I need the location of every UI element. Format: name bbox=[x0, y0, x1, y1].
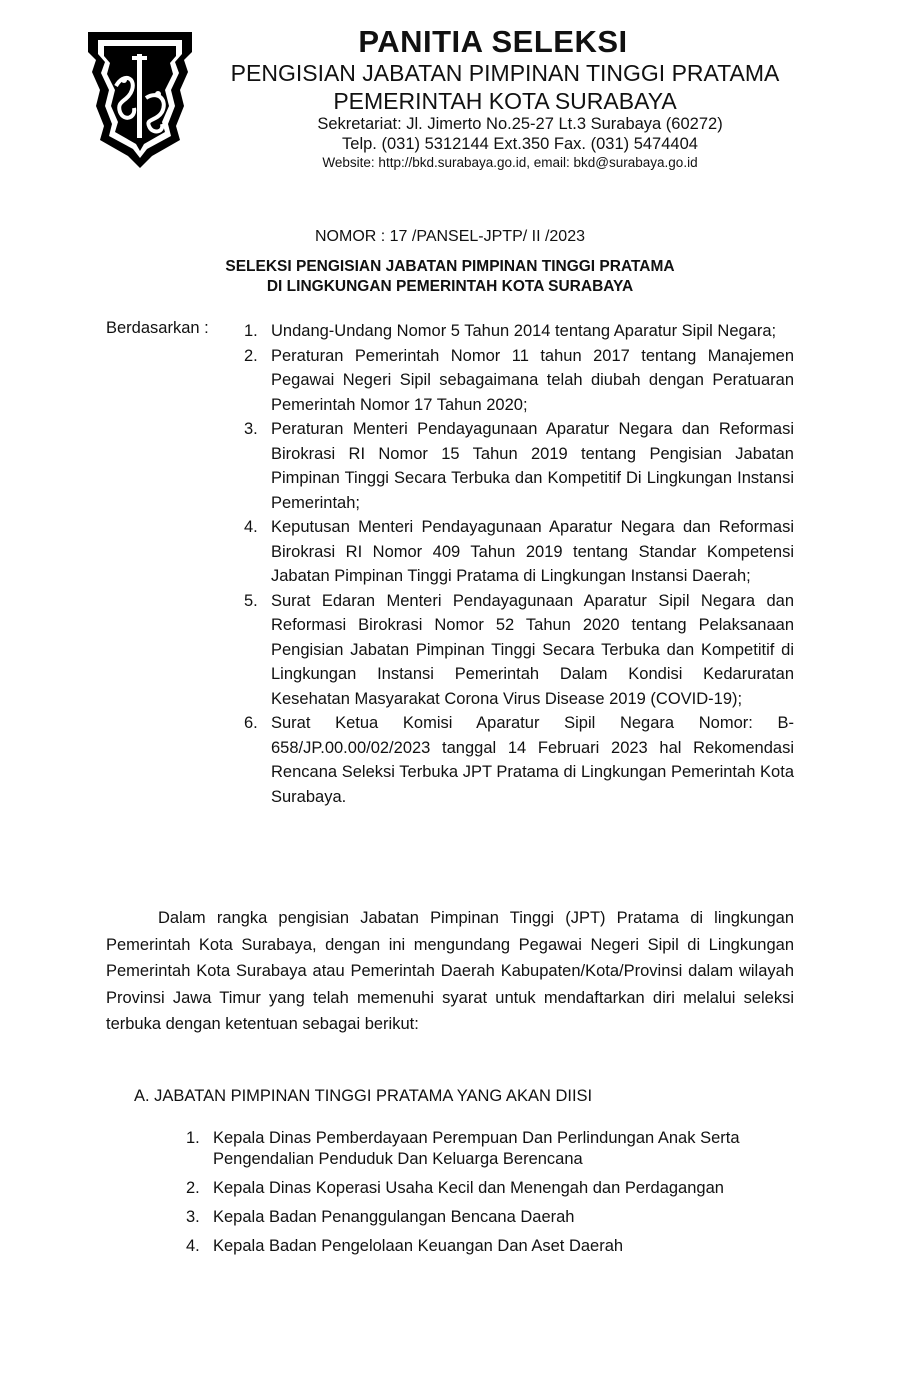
position-number: 1. bbox=[186, 1129, 200, 1147]
position-item bbox=[186, 1207, 806, 1228]
document-title-line-2: DI LINGKUNGAN PEMERINTAH KOTA SURABAYA bbox=[266, 278, 634, 295]
basis-item-text: Surat Ketua Komisi Aparatur Sipil Negara Nomor: B-658/JP.00.00/02/2023 tanggal 14 Februari 2023 hal Rekomendasi Rencana Seleksi Terbuka JPT Pratama di Lingkungan Pemerintah Kota Surabaya. bbox=[271, 714, 794, 806]
basis-item-text: Surat Edaran Menteri Pendayagunaan Aparatur Sipil Negara dan Reformasi Birokrasi Nomor 52 Tahun 2020 tentang Pelaksanaan Pengisian Jabatan Pimpinan Tinggi Secara Terbuka dan Kompetitif di Lingkungan Instansi Pemerintah Dalam Kondisi Kedaruratan Kesehatan Masyarakat Corona Virus Disease 2019 (COVID-19); bbox=[271, 591, 794, 708]
basis-item bbox=[244, 417, 794, 515]
position-number: 2. bbox=[186, 1179, 200, 1197]
position-number: 3. bbox=[186, 1208, 200, 1226]
secretariat-address: Sekretariat: Jl. Jimerto No.25-27 Lt.3 Surabaya (60272) bbox=[317, 115, 723, 133]
basis-item-number: 5. bbox=[244, 591, 258, 610]
basis-item-number: 1. bbox=[244, 322, 258, 340]
position-item bbox=[186, 1236, 806, 1257]
contact-website: Website: http://bkd.surabaya.go.id, email: bkd@surabaya.go.id bbox=[322, 155, 698, 170]
basis-item-text: Peraturan Pemerintah Nomor 11 tahun 2017 tentang Manajemen Pegawai Negeri Sipil sebagaimana telah diubah dengan Peratuaran Pemerintah Nomor 17 Tahun 2020; bbox=[271, 346, 794, 414]
basis-item-text: Peraturan Menteri Pendayagunaan Aparatur Negara dan Reformasi Birokrasi RI Nomor 15 Tahun 2019 tentang Pengisian Jabatan Pimpinan Tinggi Secara Terbuka dan Kompetitif Di Lingkungan Instansi Pemerintah; bbox=[271, 420, 794, 512]
section-a-heading: A. JABATAN PIMPINAN TINGGI PRATAMA YANG AKAN DIISI bbox=[134, 1087, 593, 1105]
basis-item-number: 3. bbox=[244, 420, 258, 438]
position-item bbox=[186, 1178, 806, 1199]
position-item bbox=[186, 1128, 806, 1170]
position-title: Kepala Badan Pengelolaan Keuangan Dan Aset Daerah bbox=[213, 1237, 624, 1255]
basis-item-text: Undang-Undang Nomor 5 Tahun 2014 tentang Aparatur Sipil Negara; bbox=[271, 322, 777, 340]
basis-item-number: 2. bbox=[244, 346, 258, 365]
position-number: 4. bbox=[186, 1237, 200, 1255]
document-number: NOMOR : 17 /PANSEL-JPTP/ II /2023 bbox=[314, 228, 585, 245]
position-title: Kepala Badan Penanggulangan Bencana Daerah bbox=[213, 1208, 575, 1226]
committee-title: PANITIA SELEKSI bbox=[358, 24, 628, 59]
basis-item-number: 6. bbox=[244, 714, 258, 732]
basis-list bbox=[244, 319, 794, 809]
basis-item bbox=[244, 711, 794, 809]
basis-item-text: Keputusan Menteri Pendayagunaan Aparatur Negara dan Reformasi Birokrasi RI Nomor 409 Tahun 2019 tentang Standar Kompetensi Jabatan Pimpinan Tinggi Pratama di Lingkungan Instansi Daerah; bbox=[271, 518, 794, 585]
basis-item bbox=[244, 589, 794, 712]
basis-item bbox=[244, 344, 794, 418]
contact-phone: Telp. (031) 5312144 Ext.350 Fax. (031) 5474404 bbox=[342, 135, 698, 153]
basis-item-number: 4. bbox=[244, 518, 258, 536]
basis-item bbox=[244, 319, 794, 344]
basis-label: Berdasarkan : bbox=[106, 319, 209, 337]
committee-subtitle-1: PENGISIAN JABATAN PIMPINAN TINGGI PRATAMA bbox=[230, 60, 780, 86]
position-title: Kepala Dinas Koperasi Usaha Kecil dan Menengah dan Perdagangan bbox=[213, 1179, 724, 1197]
committee-subtitle-2: PEMERINTAH KOTA SURABAYA bbox=[333, 88, 677, 114]
basis-item bbox=[244, 515, 794, 589]
position-list bbox=[186, 1128, 806, 1265]
surabaya-crest-icon bbox=[80, 28, 200, 170]
intro-paragraph: Dalam rangka pengisian Jabatan Pimpinan Tinggi (JPT) Pratama di lingkungan Pemerintah Kota Surabaya, dengan ini mengundang Pegawai Negeri Sipil di Lingkungan Pemerintah Kota Surabaya atau Pemerintah Daerah Kabupaten/Kota/Provinsi dalam wilayah Provinsi Jawa Timur yang telah memenuhi syarat untuk mendaftarkan diri melalui seleksi terbuka dengan ketentuan sebagai berikut: bbox=[106, 909, 794, 1034]
document-title-line-1: SELEKSI PENGISIAN JABATAN PIMPINAN TINGGI PRATAMA bbox=[225, 258, 675, 275]
position-title: Kepala Dinas Pemberdayaan Perempuan Dan Perlindungan Anak Serta Pengendalian Penduduk Dan Keluarga Berencana bbox=[213, 1129, 740, 1168]
